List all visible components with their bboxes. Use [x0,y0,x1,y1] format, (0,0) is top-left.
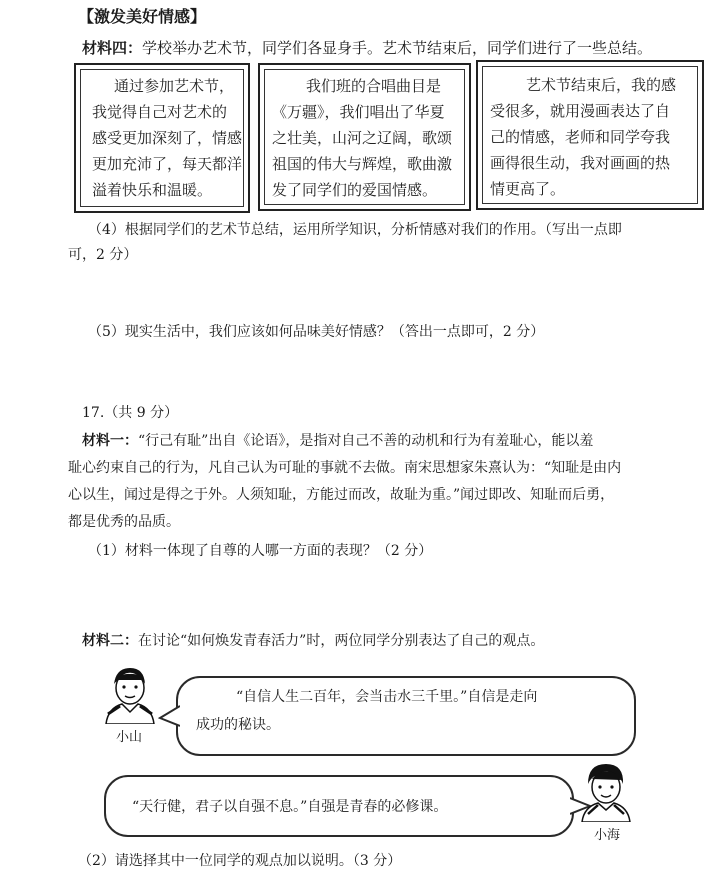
box3-line: 画得很生动，我对画画的热 [490,154,671,172]
speech-bubble-tail [158,704,180,730]
material-2-label: 材料二： [82,633,138,649]
bubble-2-text: “天行健，君子以自强不息。”自强是青春的必修课。 [132,799,448,815]
box3-line: 艺术节结束后，我的感 [526,76,677,94]
box1-line: 溢着快乐和温暖。 [92,181,213,199]
box2-line: 发了同学们的爱国情感。 [272,181,438,199]
question-17-1: （1）材料一体现了自尊的人哪一方面的表现？（2 分） [88,543,433,559]
box3-line: 己的情感，老师和同学夸我 [490,128,671,146]
material-4-intro [82,37,652,59]
material-2-intro [82,630,544,652]
material-1-text: “行己有耻”出自《论语》，是指对自己不善的动机和行为有羞耻心，能以羞 [138,433,594,449]
student-portrait-icon [574,762,636,822]
box2-line: 我们班的合唱曲目是 [306,77,442,95]
question-4-line-1: （4）根据同学们的艺术节总结，运用所学知识，分析情感对我们的作用。（写出一点即 [88,222,622,238]
box1-line: 通过参加艺术节， [114,77,235,95]
box1-line: 更加充沛了，每天都洋 [92,155,243,173]
box2-line: 《万疆》，我们唱出了华夏 [272,103,445,121]
bubble-1-line-1: “自信人生二百年，会当击水三千里。”自信是走向 [236,689,538,705]
box1-line: 我觉得自己对艺术的 [92,103,228,121]
summary-box-1-text [92,73,242,203]
person-xiaohai [574,762,636,842]
section-heading: 【激发美好情感】 [78,7,207,26]
box2-line: 之壮美，山河之辽阔，歌颂 [272,129,453,147]
person-name-xiaohai: 小海 [594,828,621,843]
question-17-heading: 17.（共 9 分） [82,405,179,421]
student-portrait-icon [98,664,160,724]
summary-box-2 [258,63,471,211]
summary-box-3 [476,60,704,210]
summary-box-3-text [490,72,676,202]
box2-line: 祖国的伟大与辉煌，歌曲激 [272,155,453,173]
material-4-text: 学校举办艺术节，同学们各显身手。艺术节结束后，同学们进行了一些总结。 [142,39,653,57]
material-2-text: 在讨论“如何焕发青春活力”时，两位同学分别表达了自己的观点。 [138,633,545,649]
box1-line: 感受更加深刻了，情感 [92,129,243,147]
person-xiaoshan [98,664,160,744]
person-name-xiaoshan: 小山 [116,730,143,745]
question-4-line-2: 可，2 分） [68,247,138,263]
material-1-label: 材料一： [82,433,138,449]
summary-box-1 [74,63,250,213]
bubble-1-line-2: 成功的秘诀。 [196,717,280,733]
material-1-line-2: 耻心约束自己的行为，凡自己认为可耻的事就不去做。南宋思想家朱熹认为：“知耻是由内 [68,460,622,476]
summary-box-2-text [272,73,452,203]
question-17-2: （2）请选择其中一位同学的观点加以说明。（3 分） [78,853,402,869]
material-1-line-1 [82,430,593,452]
material-1-line-4: 都是优秀的品质。 [68,514,180,530]
material-4-label: 材料四： [82,39,143,57]
box3-line: 受很多，就用漫画表达了自 [490,102,671,120]
material-1-line-3: 心以生，闻过是得之于外。人须知耻，方能过而改，故耻为重。”闻过即改、知耻而后勇， [68,487,615,503]
box3-line: 情更高了。 [490,180,566,198]
question-5: （5）现实生活中，我们应该如何品味美好情感？（答出一点即可，2 分） [88,324,545,340]
